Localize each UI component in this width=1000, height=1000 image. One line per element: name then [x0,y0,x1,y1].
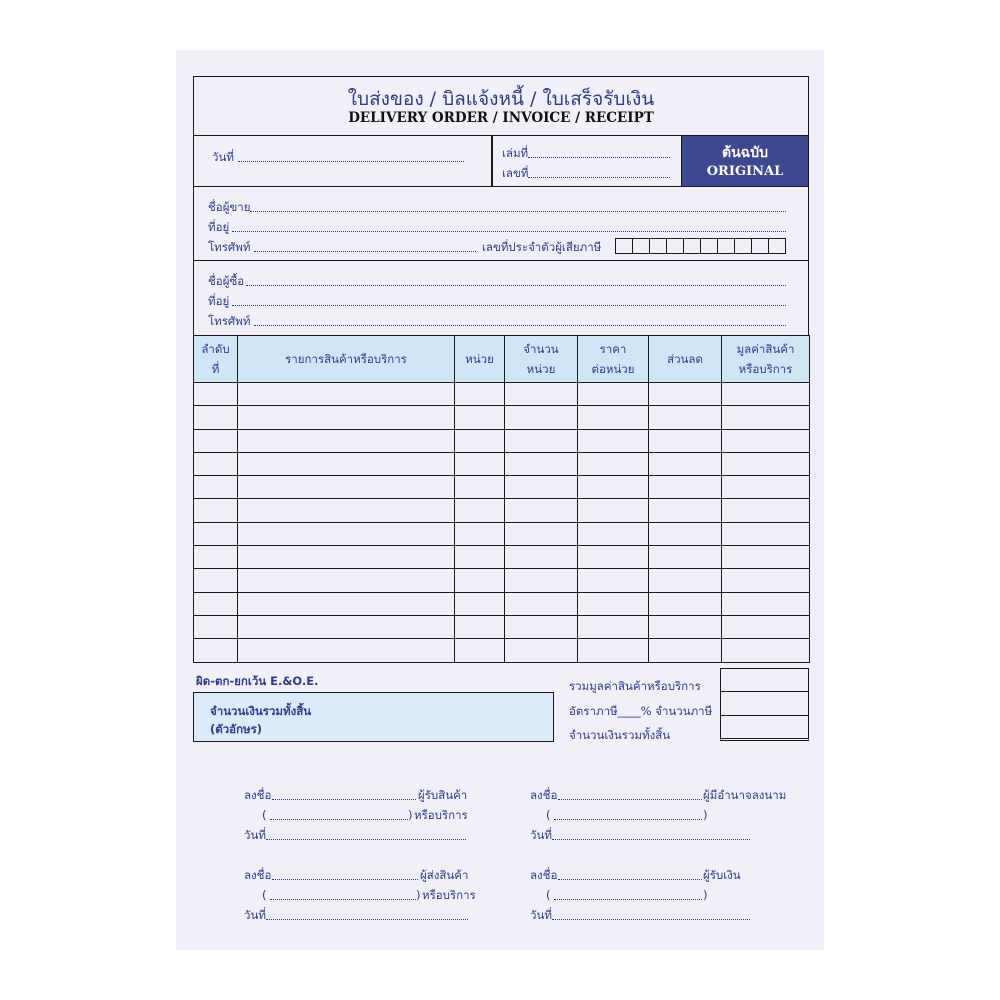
table-row [194,639,810,662]
table-cell[interactable] [649,476,722,499]
receiver-sign-field[interactable] [272,799,416,800]
table-cell[interactable] [578,383,649,406]
table-cell[interactable] [649,592,722,615]
sender-sign-field[interactable] [272,879,418,880]
table-cell[interactable] [505,429,578,452]
subtotal-box[interactable] [720,668,809,692]
table-row [194,615,810,638]
subtotal-label: รวมมูลค่าสินค้าหรือบริการ [569,679,701,693]
table-cell[interactable] [722,499,810,522]
original-copy-badge [681,135,809,187]
paren-open: ( [546,888,551,902]
table-cell[interactable] [455,383,505,406]
table-cell[interactable] [649,452,722,475]
receiver-date-field[interactable] [266,839,466,840]
table-cell[interactable] [649,569,722,592]
table-cell[interactable] [238,406,455,429]
table-row [194,383,810,406]
table-cell[interactable] [238,429,455,452]
paren-close: ) [703,888,708,902]
table-cell[interactable] [649,383,722,406]
table-cell[interactable] [649,546,722,569]
meta-divider [491,135,493,187]
table-cell[interactable] [455,639,505,662]
table-row [194,546,810,569]
book-field[interactable] [528,157,670,158]
table-cell[interactable] [722,406,810,429]
table-cell[interactable] [722,592,810,615]
number-field[interactable] [528,177,670,178]
table-row [194,452,810,475]
seller-name-field[interactable] [250,211,786,212]
table-row [194,522,810,545]
table-cell[interactable] [578,639,649,662]
receiver-role: ผู้รับสินค้า [418,788,468,802]
table-cell[interactable] [649,429,722,452]
seller-taxid-label: เลขที่ประจำตัวผู้เสียภาษี [482,240,602,254]
col-header-amount: มูลค่าสินค้า หรือบริการ [722,336,810,383]
seller-address-label: ที่อยู่ [208,220,230,234]
table-cell[interactable] [194,406,238,429]
table-cell[interactable] [194,452,238,475]
paren-close: ) [416,888,421,902]
table-cell[interactable] [455,615,505,638]
total-words-sub: (ตัวอักษร) [210,722,263,736]
table-row [194,592,810,615]
table-cell[interactable] [505,383,578,406]
table-cell[interactable] [722,615,810,638]
date-field[interactable] [238,161,464,162]
table-cell[interactable] [455,546,505,569]
table-cell[interactable] [722,639,810,662]
sender-name-field[interactable] [270,899,416,900]
table-cell[interactable] [649,406,722,429]
buyer-name-label: ชื่อผู้ซื้อ [208,274,245,288]
table-cell[interactable] [455,569,505,592]
table-cell[interactable] [194,522,238,545]
table-cell[interactable] [455,452,505,475]
table-cell[interactable] [722,476,810,499]
table-cell[interactable] [194,639,238,662]
title-thai: ใบส่งของ / บิลแจ้งหนี้ / ใบเสร็จรับเงิน [347,88,655,110]
col-header-quantity: จำนวน หน่วย [505,336,578,383]
table-cell[interactable] [194,592,238,615]
table-cell[interactable] [578,546,649,569]
book-label: เล่มที่ [502,146,529,160]
seller-phone-label: โทรศัพท์ [208,240,251,254]
table-cell[interactable] [649,522,722,545]
grand-total-label: จำนวนเงินรวมทั้งสิ้น [569,728,671,742]
copy-english: ORIGINAL [706,164,784,179]
seller-name-label: ชื่อผู้ขาย [208,200,251,214]
table-cell[interactable] [455,476,505,499]
col-header-discount: ส่วนลด [649,336,722,383]
sign-label: ลงชื่อ [530,788,558,802]
table-cell[interactable] [578,429,649,452]
table-cell[interactable] [578,452,649,475]
cashier-role: ผู้รับเงิน [703,868,741,882]
table-row [194,499,810,522]
eoe-note: ผิด-ตก-ยกเว้น E.&O.E. [196,674,319,688]
authorized-sign-field[interactable] [558,799,702,800]
date-label: วันที่ [530,828,552,842]
authorized-role: ผู้มีอำนาจลงนาม [703,788,787,802]
table-cell[interactable] [238,546,455,569]
table-cell[interactable] [722,383,810,406]
table-cell[interactable] [455,522,505,545]
seller-address-field[interactable] [232,231,786,232]
table-cell[interactable] [194,569,238,592]
table-cell[interactable] [238,592,455,615]
table-cell[interactable] [194,546,238,569]
table-cell[interactable] [238,569,455,592]
cashier-date-field[interactable] [552,919,750,920]
copy-thai: ต้นฉบับ [722,145,768,161]
table-cell[interactable] [578,406,649,429]
table-cell[interactable] [578,522,649,545]
table-cell[interactable] [238,639,455,662]
table-row [194,406,810,429]
table-cell[interactable] [649,499,722,522]
table-cell[interactable] [238,615,455,638]
table-cell[interactable] [194,429,238,452]
table-cell[interactable] [505,569,578,592]
date-label: วันที่ [212,150,234,164]
vat-label: อัตราภาษี____% จำนวนภาษี [569,704,713,718]
col-header-no: ลำดับ ที่ [194,336,238,383]
sign-label: ลงชื่อ [244,788,272,802]
table-cell[interactable] [238,383,455,406]
table-cell[interactable] [455,499,505,522]
authorized-name-field[interactable] [554,819,702,820]
taxid-boxes[interactable] [616,238,786,254]
table-cell[interactable] [505,499,578,522]
table-cell[interactable] [578,569,649,592]
col-header-description: รายการสินค้าหรือบริการ [238,336,455,383]
sender-role-2: หรือบริการ [422,888,476,902]
table-cell[interactable] [505,592,578,615]
table-cell[interactable] [722,429,810,452]
date-label: วันที่ [244,908,266,922]
table-cell[interactable] [238,452,455,475]
seller-phone-field[interactable] [254,251,476,252]
table-row [194,476,810,499]
table-cell[interactable] [194,615,238,638]
cashier-name-field[interactable] [554,899,702,900]
table-header-row [194,336,810,383]
table-cell[interactable] [505,522,578,545]
table-cell[interactable] [505,476,578,499]
title-english: DELIVERY ORDER / INVOICE / RECEIPT [348,110,654,126]
paren-open: ( [546,808,551,822]
table-cell[interactable] [649,615,722,638]
sender-role: ผู้ส่งสินค้า [420,868,469,882]
cashier-sign-field[interactable] [558,879,702,880]
buyer-phone-label: โทรศัพท์ [208,314,251,328]
total-words-label: จำนวนเงินรวมทั้งสิ้น [210,704,312,718]
table-cell[interactable] [505,639,578,662]
paren-close: ) [408,808,413,822]
table-cell[interactable] [455,592,505,615]
table-cell[interactable] [505,615,578,638]
table-cell[interactable] [722,452,810,475]
table-row [194,429,810,452]
table-cell[interactable] [455,429,505,452]
buyer-address-label: ที่อยู่ [208,294,230,308]
table-cell[interactable] [505,546,578,569]
table-cell[interactable] [194,383,238,406]
vat-amount-box[interactable] [720,691,809,716]
table-cell[interactable] [194,476,238,499]
sign-label: ลงชื่อ [530,868,558,882]
table-cell[interactable] [578,615,649,638]
table-cell[interactable] [578,476,649,499]
table-cell[interactable] [722,569,810,592]
buyer-name-field[interactable] [246,285,786,286]
table-cell[interactable] [194,499,238,522]
totals-boxes [720,668,809,744]
table-cell[interactable] [649,639,722,662]
receiver-name-field[interactable] [270,819,408,820]
table-cell[interactable] [505,406,578,429]
sender-date-field[interactable] [266,919,468,920]
items-table [193,335,810,663]
table-cell[interactable] [505,452,578,475]
date-label: วันที่ [244,828,266,842]
table-cell[interactable] [578,592,649,615]
table-cell[interactable] [578,499,649,522]
grand-total-box[interactable] [720,715,809,741]
authorized-date-field[interactable] [552,839,750,840]
paren-open: ( [262,808,267,822]
table-cell[interactable] [238,476,455,499]
table-row [194,569,810,592]
table-cell[interactable] [455,406,505,429]
paren-close: ) [703,808,708,822]
buyer-address-field[interactable] [232,305,786,306]
paren-open: ( [262,888,267,902]
date-label: วันที่ [530,908,552,922]
sign-label: ลงชื่อ [244,868,272,882]
table-cell[interactable] [722,546,810,569]
receiver-role-2: หรือบริการ [414,808,468,822]
col-header-unit: หน่วย [455,336,505,383]
buyer-phone-field[interactable] [254,325,786,326]
col-header-unit-price: ราคา ต่อหน่วย [578,336,649,383]
number-label: เลขที่ [502,166,529,180]
table-cell[interactable] [238,522,455,545]
table-cell[interactable] [238,499,455,522]
table-cell[interactable] [722,522,810,545]
